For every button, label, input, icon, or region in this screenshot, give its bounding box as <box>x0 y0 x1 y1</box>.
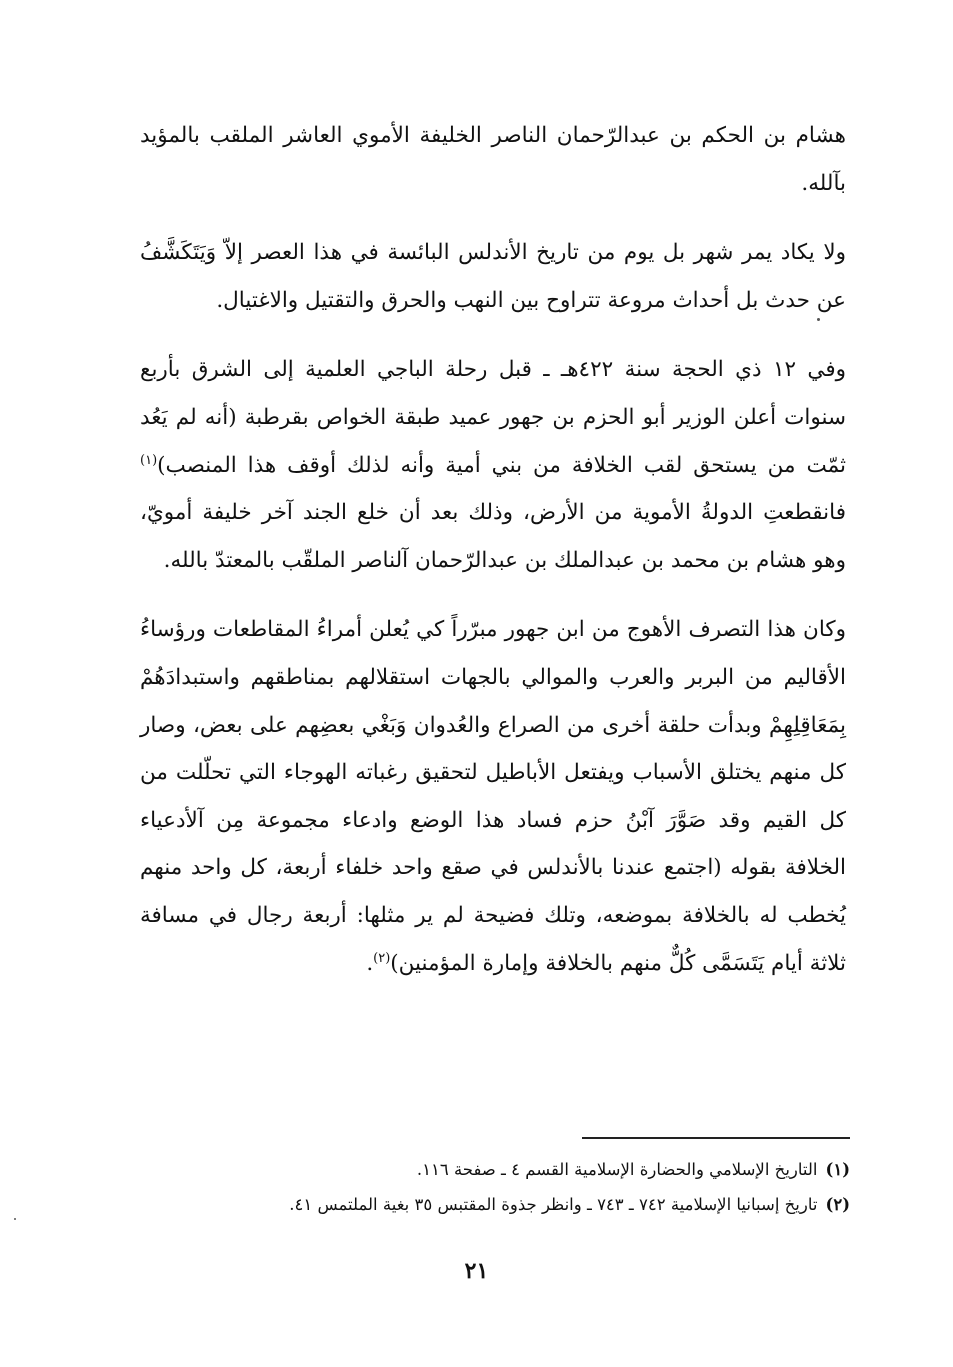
footnote-1 <box>160 1152 850 1187</box>
footnote-2 <box>160 1187 850 1222</box>
footnotes <box>160 1152 850 1222</box>
page-number: ٢١ <box>464 1258 489 1284</box>
footnote-ref-1[interactable]: (١) <box>140 452 158 468</box>
footnote-1-number: (١) <box>825 1160 850 1179</box>
main-text <box>140 112 846 1009</box>
paragraph-1: هشام بن الحكم بن عبدالرّحمان الناصر الخليفة الأموي العاشر الملقب بالمؤيد بآلله. <box>140 123 846 196</box>
footnote-ref-2[interactable]: (٢) <box>373 950 391 966</box>
paragraph-4-body: وكان هذا التصرف الأهوج من ابن جهور مبرّراً كي يُعلن أمراءُ المقاطعات ورؤساءُ الأقاليم من البربر والعرب والموالي بالجهات استقلالهم بمناطقهم واستبدادَهُمْ بِمَعَاقِلِهِمْ وبدأت حلقة أخرى من الصراع والعُدوان وَبَغْي بعضِهم على بعض، وصار كل منهم يختلق الأسباب ويفتعل الأباطيل لتحقيق رغباته الهوجاء التي تحلّلت من كل القيم وقد صَوَّرَ آبْنُ حزم فساد هذا الوضع وادعاء مجموعة مِن آلأدعياء الخلافة بقوله (اجتمع عندنا بالأندلس في صقع واحد خلفاء أربعة، كل واحد منهم يُخطب له بالخلافة بموضعه، وتلك فضيحة لم ير مثلها: أربعة رجال في مسافة ثلاثة أيام يَتَسَمَّى كُلٌّ منهم بالخلافة وإمارة المؤمنين) <box>140 617 846 976</box>
paragraph-3-tail: فانقطعتِ الدولةُ الأموية من الأرض، وذلك بعد أن خلع الجند آخر خليفة أمويّ، وهو هشام بن محمد بن عبدالملك بن عبدالرّحمان آلناصر الملقّب بالمعتدّ بالله. <box>140 500 846 573</box>
paragraph-3 <box>140 346 846 584</box>
scan-speck <box>14 1218 16 1220</box>
footnote-2-number: (٢) <box>825 1195 850 1214</box>
footnote-divider <box>582 1137 850 1139</box>
paragraph-2: ولا يكاد يمر شهر بل يوم من تاريخ الأندلس البائسة في هذا العصر إلاّ وَيَتَكَشَّفُ عن حدث بل أحداث مروعة تتراوح بين النهب والحرق والتقتيل والاغتيال. <box>140 240 846 313</box>
footnote-2-text: تاريخ إسبانيا الإسلامية ٧٤٢ ـ ٧٤٣ ـ وانظر جذوة المقتبس ٣٥ بغية الملتمس ٤١. <box>289 1195 818 1214</box>
scan-speck <box>817 318 820 321</box>
paragraph-4 <box>140 606 846 987</box>
paragraph-4-end: . <box>366 950 374 976</box>
paragraph-3-head: وفي ١٢ ذي الحجة سنة ٤٢٢هـ ـ قبل رحلة الباجي العلمية إلى الشرق بأربع سنوات أعلن الوزير أبو الحزم بن جهور عميد طبقة الخواص بقرطبة (أنه لم يَعُد ثمّت من يستحق لقب الخلافة من بني أمية وأنه لذلك أوقف هذا المنصب) <box>140 357 846 478</box>
footnote-1-text: التاريخ الإسلامي والحضارة الإسلامية القسم ٤ ـ صفحة ١١٦. <box>416 1160 818 1179</box>
